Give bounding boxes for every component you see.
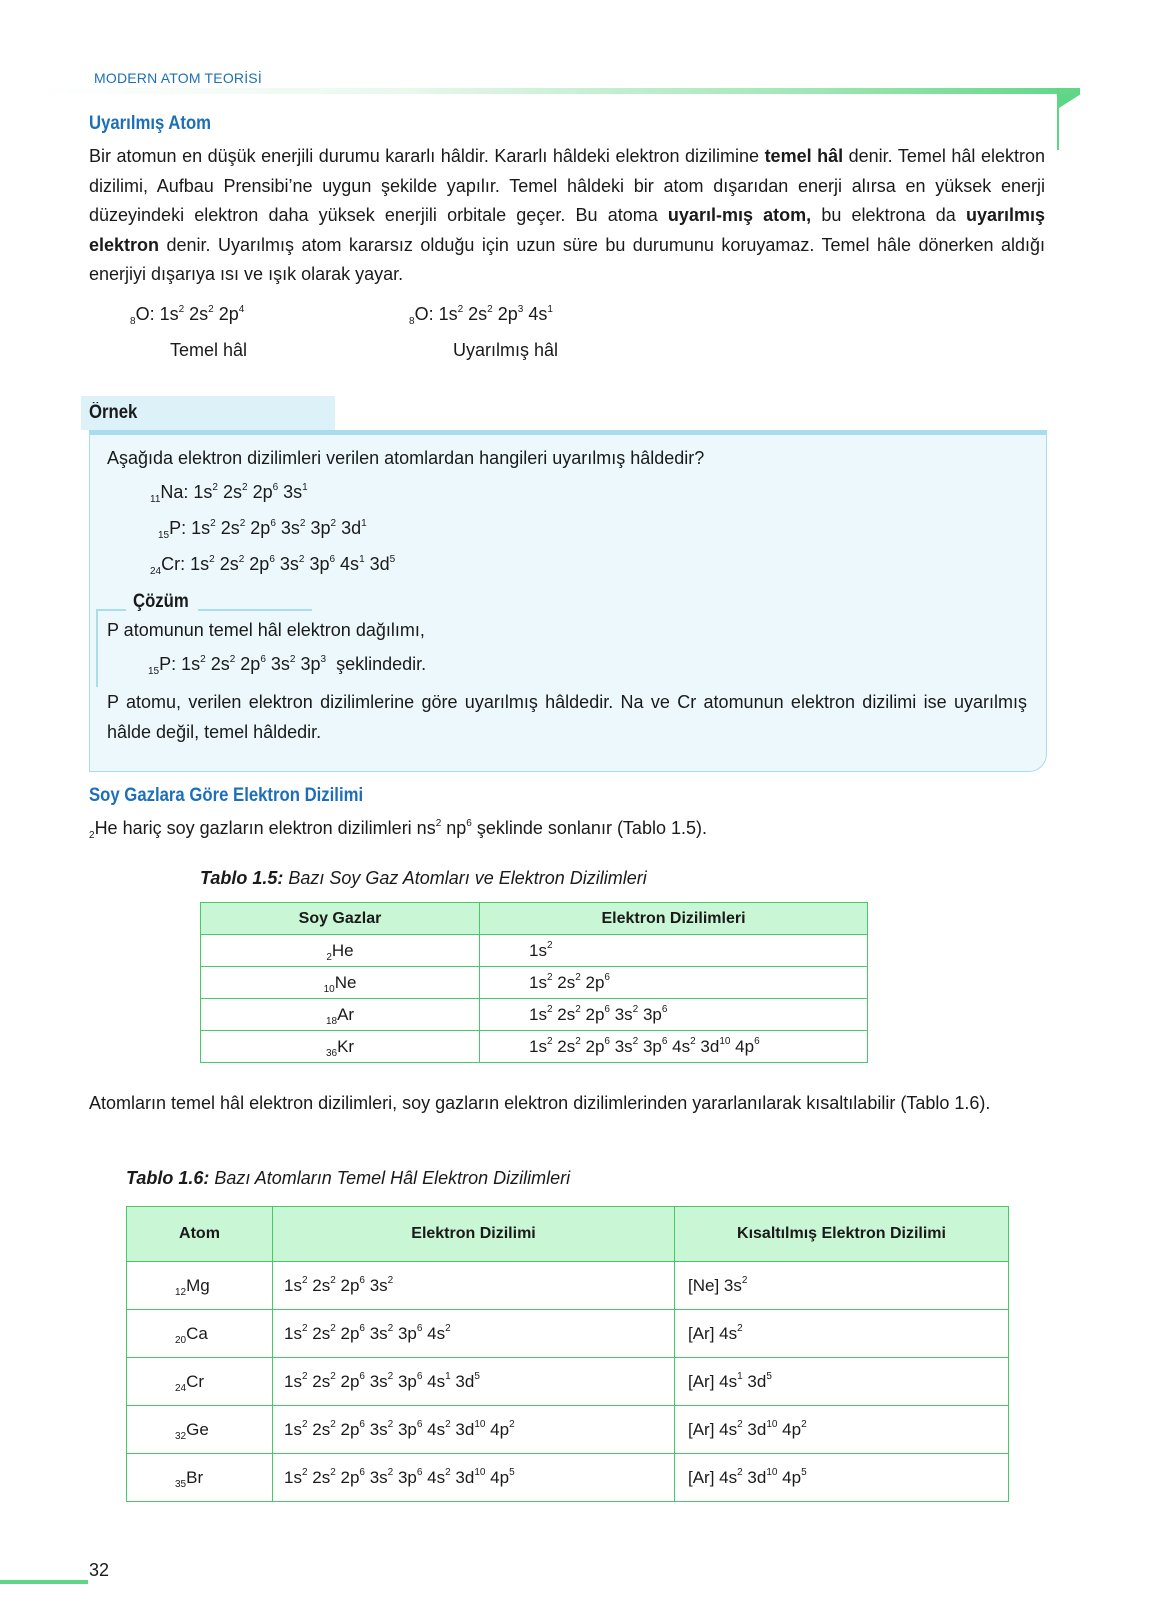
table-row [201,1031,868,1063]
footer-rule [0,1580,88,1584]
atom-config-table [126,1206,1009,1502]
oxygen-ground-config: $_8$O: $1s^2$ $2s^2$ $2p^4$ [130,304,245,327]
table-cell: $_2$He [201,935,480,967]
table-cell: $1s^2$ $2s^2$ $2p^6$ $3s^2$ $3p^6$ $4s^2$ $3d^{10}$ $4p^6$ [480,1031,868,1063]
paragraph-excited-atom: Bir atomun en düşük enerjili durumu kararlı hâldir. Kararlı hâldeki elektron dizilimine temel hâl denir. Temel hâl elektron dizilimi, Aufbau Prensibi’ne uygun şekilde yapılır. Temel hâldeki bir atom dışarıdan enerji alırsa en yüksek enerji düzeyindeki elektron daha yüksek enerjili orbitale geçer. Bu atoma uyarıl-mış atom, bu elektrona da uyarılmış elektron denir. Uyarılmış atom kararsız olduğu için uzun süre bu durumunu koruyamaz. Temel hâle dönerken aldığı enerjiyi dışarıya ısı ve ışık olarak yayar. [89,146,1045,284]
solution-text-1: P atomunun temel hâl elektron dağılımı, [107,620,425,640]
ground-state-label: Temel hâl [170,340,248,360]
table2-header-atom: Atom [127,1207,273,1262]
table-cell: $_{35}$Br [127,1454,273,1502]
running-header: MODERN ATOM TEORİSİ [94,70,262,86]
table-cell: $_{20}$Ca [127,1310,273,1358]
table2-caption: Tablo 1.6: Bazı Atomların Temel Hâl Elektron Dizilimleri [126,1168,571,1188]
table2-header-config: Elektron Dizilimi [273,1207,675,1262]
config-na: $_{11}$Na: $1s^2$ $2s^2$ $2p^6$ $3s^1$ [150,482,308,505]
table-cell: $_{18}$Ar [201,999,480,1031]
table-cell: $1s^2$ [480,935,868,967]
table-cell: [Ar] $4s^2$ [675,1310,1009,1358]
page-number: 32 [89,1560,110,1580]
table-cell: $_{24}$Cr [127,1358,273,1406]
table-row [127,1310,1009,1358]
section-title-excited-atom: Uyarılmış Atom [89,113,212,134]
table-row [201,999,868,1031]
table-cell: $_{10}$Ne [201,967,480,999]
table-cell: $1s^2$ $2s^2$ $2p^6$ $3s^2$ $3p^6$ $4s^1$ $3d^5$ [273,1358,675,1406]
table-row [127,1262,1009,1310]
table-cell: $_{32}$Ge [127,1406,273,1454]
header-rule [30,88,1080,94]
table-cell: $_{36}$Kr [201,1031,480,1063]
solution-p-config: $_{15}$P: $1s^2$ $2s^2$ $2p^6$ $3s^2$ $3p^3$ şeklindedir. [148,654,427,677]
section-title-noble-gas: Soy Gazlara Göre Elektron Dizilimi [89,785,364,806]
header-flag-icon [1059,94,1081,108]
table-row [201,967,868,999]
oxygen-excited-config: $_8$O: $1s^2$ $2s^2$ $2p^3$ $4s^1$ [409,304,553,327]
table1-caption: Tablo 1.5: Bazı Soy Gaz Atomları ve Elektron Dizilimleri [200,868,647,888]
noble-gas-sentence: $_2$He hariç soy gazların elektron dizilimleri $ns^2$ $np^6$ şeklinde sonlanır (Tablo 1.5). [89,818,707,841]
table-cell: $_{12}$Mg [127,1262,273,1310]
table-cell: [Ne] $3s^2$ [675,1262,1009,1310]
table-cell: [Ar] $4s^2$ $3d^{10}$ $4p^2$ [675,1406,1009,1454]
table-row [201,935,868,967]
table-row [127,1406,1009,1454]
table-cell: [Ar] $4s^2$ $3d^{10}$ $4p^5$ [675,1454,1009,1502]
solution-title: Çözüm [133,591,189,612]
table1-header-config: Elektron Dizilimleri [480,903,868,935]
table-row [127,1358,1009,1406]
example-tab: Örnek [81,396,335,430]
example-question: Aşağıda elektron dizilimleri verilen atomlardan hangileri uyarılmış hâldedir? [107,448,705,468]
paragraph-abbreviation: Atomların temel hâl elektron dizilimleri, soy gazların elektron dizilimlerinden yararlanılarak kısaltılabilir (Tablo 1.6). [89,1093,991,1113]
table2-header-short: Kısaltılmış Elektron Dizilimi [675,1207,1009,1262]
solution-text-2: P atomu, verilen elektron dizilimlerine göre uyarılmış hâldedir. Na ve Cr atomunun elektron dizilimi ise uyarılmış hâlde değil, temel hâldedir. [107,692,1027,742]
config-p: $_{15}$P: $1s^2$ $2s^2$ $2p^6$ $3s^2$ $3p^2$ $3d^1$ [158,518,367,541]
table-cell: $1s^2$ $2s^2$ $2p^6$ [480,967,868,999]
table-cell: $1s^2$ $2s^2$ $2p^6$ $3s^2$ $3p^6$ $4s^2$ $3d^{10}$ $4p^2$ [273,1406,675,1454]
table-row [127,1454,1009,1502]
noble-gas-table [200,902,868,1063]
table-cell: [Ar] $4s^1$ $3d^5$ [675,1358,1009,1406]
config-cr: $_{24}$Cr: $1s^2$ $2s^2$ $2p^6$ $3s^2$ $3p^6$ $4s^1$ $3d^5$ [150,554,396,577]
table-cell: $1s^2$ $2s^2$ $2p^6$ $3s^2$ $3p^6$ $4s^2$ [273,1310,675,1358]
table-cell: $1s^2$ $2s^2$ $2p^6$ $3s^2$ $3p^6$ $4s^2$ $3d^{10}$ $4p^5$ [273,1454,675,1502]
table1-header-gas: Soy Gazlar [201,903,480,935]
solution-rule [198,609,312,611]
solution-bracket-vertical [96,609,98,687]
table-cell: $1s^2$ $2s^2$ $2p^6$ $3s^2$ $3p^6$ [480,999,868,1031]
excited-state-label: Uyarılmış hâl [453,340,559,360]
table-cell: $1s^2$ $2s^2$ $2p^6$ $3s^2$ [273,1262,675,1310]
solution-bracket [96,609,126,611]
